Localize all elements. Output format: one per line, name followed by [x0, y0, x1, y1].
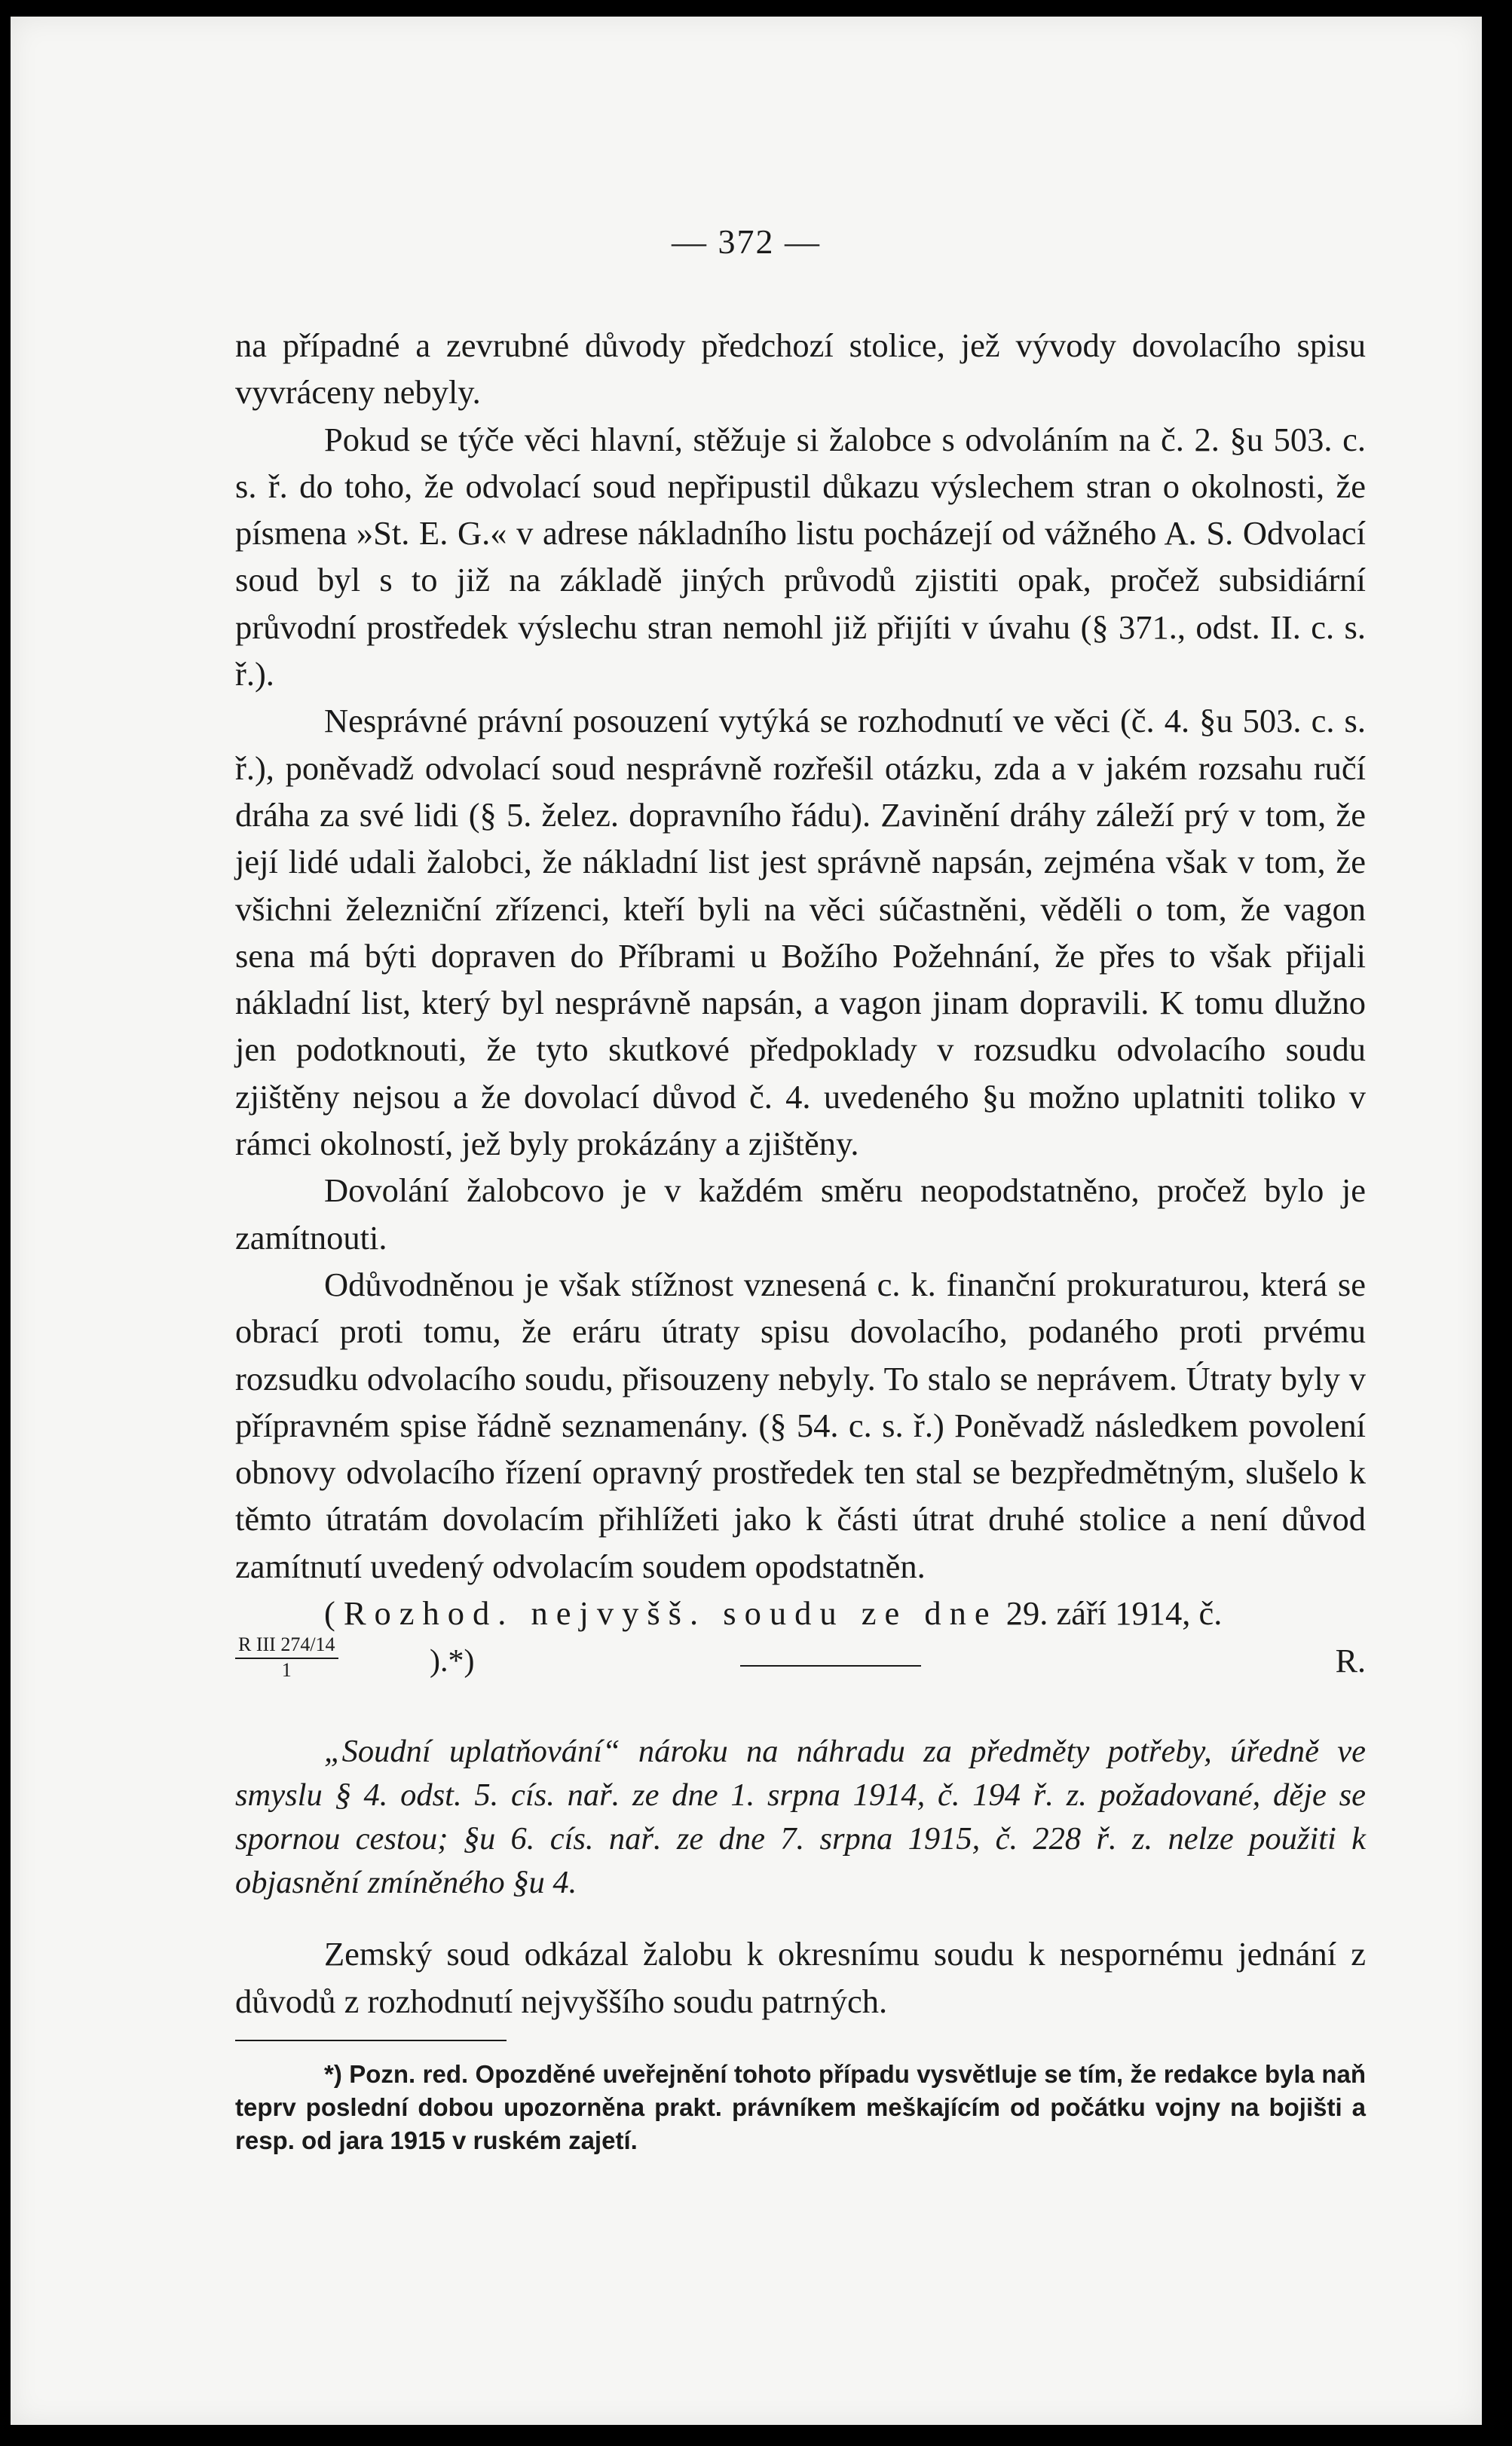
citation-row: [235, 1633, 1366, 1698]
case-number-numerator: R III 274/14: [235, 1633, 338, 1659]
page-sheet: [11, 17, 1482, 2425]
paragraph-2: Pokud se týče věci hlavní, stěžuje si žalobce s odvoláním na č. 2. §u 503. c. s. ř. do toho, že odvolací soud nepřipustil důkazu výslechem stran o okolnosti, že písmena »St. E. G.« v adrese nákladního listu pocházejí od vážného A. S. Odvolací soud byl s to již na základě jiných průvodů zjistiti opak, pročež subsidiární průvodní prostředek výslechu stran nemohl již přijíti v úvahu (§ 371., odst. II. c. s. ř.).: [235, 420, 1366, 693]
page-content: [235, 322, 1366, 2157]
citation-close: ).*): [430, 1644, 475, 1679]
paragraph-5: Odůvodněnou je však stížnost vznesená c. k. finanční prokuraturou, která se obrací proti tomu, že eráru útraty spisu dovolacího, podaného proti prvému rozsudku odvolacího soudu, přisouzeny nebyly. To stalo se neprávem. Útraty byly v přípravném spise řádně seznamenány. (§ 54. c. s. ř.) Poněvadž následkem povolení obnovy odvolacího řízení opravný prostředek ten stal se bezpředmětným, slušelo k těmto útratám dovolacím přihlížeti jako k části útrat druhé stolice a není důvod zamítnutí uvedený odvolacím soudem opodstatněn.: [235, 1265, 1366, 1585]
section-divider: [740, 1665, 921, 1667]
paragraph-1: na případné a zevrubné důvody předchozí stolice, jež vývody dovolacího spisu vyvráceny nebyly.: [235, 326, 1366, 412]
paragraph-3: Nesprávné právní posouzení vytýká se rozhodnutí ve věci (č. 4. §u 503. c. s. ř.), poněvadž odvolací soud nesprávně rozřešil otázku, zda a v jakém rozsahu ručí dráha za své lidi (§ 5. želez. dopravního řádu). Zavinění dráhy záleží prý v tom, že její lidé udali žalobci, že nákladní list jest správně napsán, zejména však v tom, že všichni železniční zřízenci, kteří byli na věci súčastněni, věděli o tom, že vagon sena má býti dopraven do Příbrami u Božího Požehnání, že přes to však přijali nákladní list, který byl nesprávně napsán, a vagon jinam dopravili. K tomu dlužno jen podotknouti, že tyto skutkové předpoklady v rozsudku odvolacího soudu zjištěny nejsou a že dovolací důvod č. 4. uvedeného §u možno uplatniti toliko v rámci okolností, jež byly prokázány a zjištěny.: [235, 702, 1366, 1163]
case-number-fraction: [235, 1633, 338, 1682]
decision-reference-date: 29. září 1914, č.: [997, 1594, 1223, 1633]
footnote: *) Pozn. red. Opozděné uveřejnění tohoto případu vysvětluje se tím, že redakce byla naň teprv poslední dobou upozorněna prakt. právníkem meškajícím od počátku vojny na bojišti a resp. od jara 1915 v ruském zajetí.: [235, 2059, 1366, 2154]
decision-reference-spaced: (Rozhod. nejvyšš. soudu ze dne: [324, 1594, 998, 1633]
author-initial: R.: [1335, 1642, 1366, 1680]
headnote: „Soudní uplatňování“ nároku na náhradu za předměty potřeby, úředně ve smyslu § 4. odst. 5. cís. nař. ze dne 1. srpna 1914, č. 194 ř. z. požadované, děje se spornou cestou; §u 6. cís. nař. ze dne 7. srpna 1915, č. 228 ř. z. nelze použiti k objasnění zmíněného §u 4.: [235, 1734, 1366, 1901]
paragraph-7: Zemský soud odkázal žalobu k okresnímu soudu k nespornému jednání z důvodů z rozhodnutí nejvyššího soudu patrných.: [235, 1935, 1366, 2020]
paragraph-4: Dovolání žalobcovo je v každém směru neopodstatněno, pročež bylo je zamítnouti.: [235, 1171, 1366, 1257]
footnote-divider: [235, 2040, 507, 2041]
decision-reference: [235, 1590, 1366, 1636]
page-number: — 372 —: [672, 222, 821, 261]
case-number-denominator: 1: [281, 1659, 292, 1682]
